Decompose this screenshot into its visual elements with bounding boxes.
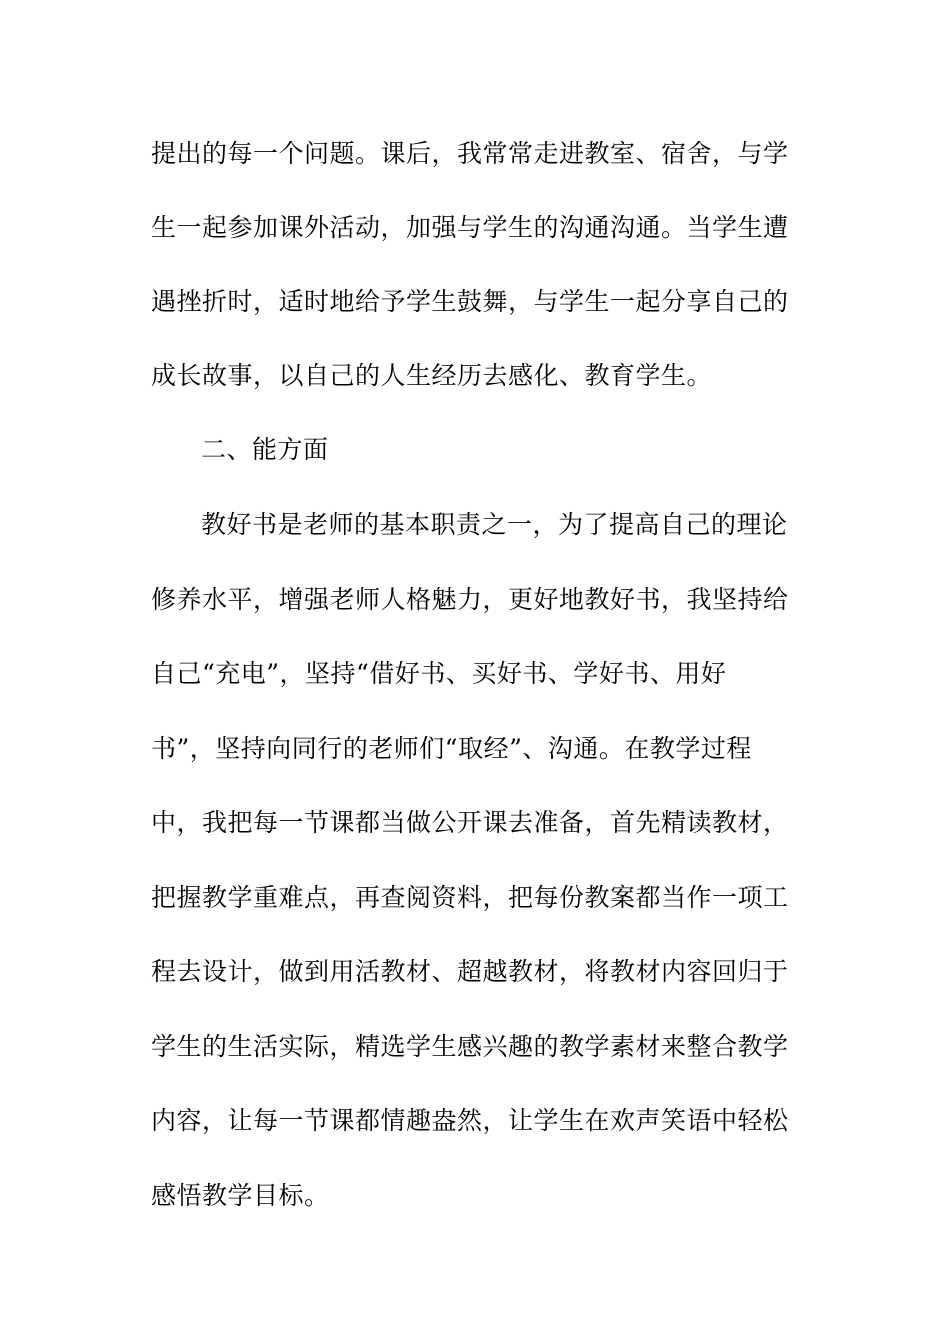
paragraph-1-line-1: 提出的每一个问题。课后，我常常走进教室、宿舍，与学 [151,139,789,168]
paragraph-2-line-8: 学生的生活实际，精选学生感兴趣的教学素材来整合教学 [151,1032,789,1061]
paragraph-2-line-5: 中，我把每一节课都当做公开课去准备，首先精读教材， [151,808,789,837]
section-heading: 二、能方面 [201,435,329,464]
paragraph-2-line-1: 教好书是老师的基本职责之一，为了提高自己的理论 [201,510,788,539]
paragraph-2-line-10: 感悟教学目标。 [151,1181,330,1210]
paragraph-1-line-2: 生一起参加课外活动，加强与学生的沟通沟通。当学生遭 [151,213,789,242]
paragraph-2-line-3: 自己“充电”，坚持“借好书、买好书、学好书、用好 [151,659,727,688]
paragraph-2-line-7: 程去设计，做到用活教材、超越教材，将教材内容回归于 [151,957,789,986]
paragraph-2-line-6: 把握教学重难点，再查阅资料，把每份教案都当作一项工 [151,883,789,912]
paragraph-2-line-4: 书”，坚持向同行的老师们“取经”、沟通。在教学过程 [151,734,752,763]
paragraph-1-line-4: 成长故事，以自己的人生经历去感化、教育学生。 [151,361,713,390]
paragraph-2-line-2: 修养水平，增强老师人格魅力，更好地教好书，我坚持给 [151,585,789,614]
paragraph-1-line-3: 遇挫折时，适时地给予学生鼓舞，与学生一起分享自己的 [151,287,789,316]
paragraph-2-line-9: 内容，让每一节课都情趣盎然，让学生在欢声笑语中轻松 [151,1106,789,1135]
